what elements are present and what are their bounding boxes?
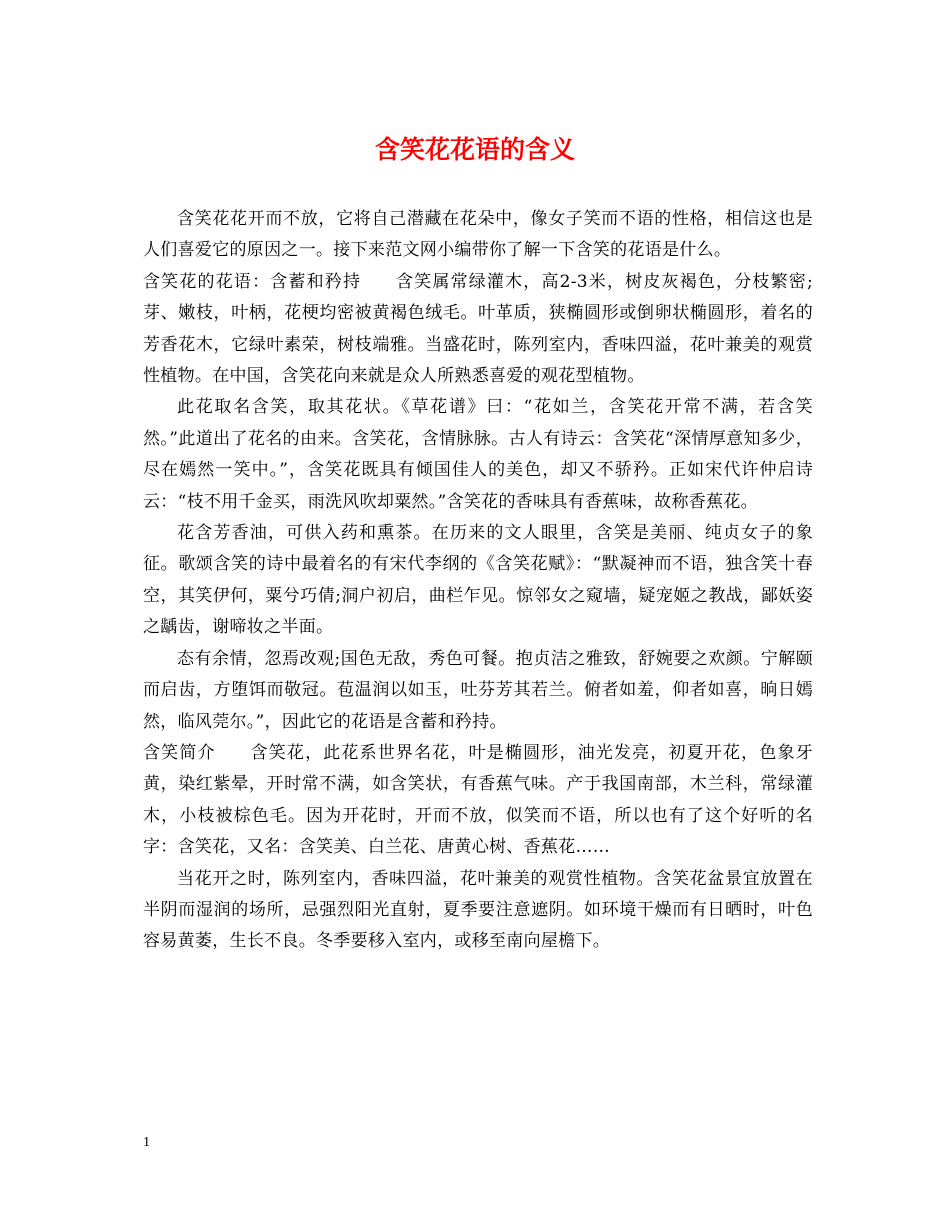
paragraph-text: 此花取名含笑，取其花状。《草花谱》曰：“花如兰，含笑花开常不满，若含笑然。”此道出了花名的由来。含笑花，含情脉脉。古人有诗云：含笑花“深情厚意知多少，尽在嫣然一笑中。”，含笑花既具有倾国佳人的美色，却又不骄矜。正如宋代许仲启诗云：“枝不用千金买，雨洗风吹却粟然。”含笑花的香味具有香蕉味，故称香蕉花。 xyxy=(143,397,813,512)
paragraph-3 xyxy=(143,392,813,518)
paragraph-5 xyxy=(143,644,813,738)
page-number: 1 xyxy=(143,1135,150,1150)
paragraph-text: 态有余情，忽焉改观;国色无敌，秀色可餐。抱贞洁之雅致，舒婉要之欢颜。宁解颐而启齿，方堕饵而敬冠。苞温润以如玉，吐芬芳其若兰。俯者如羞，仰者如喜，晌日嫣然，临风莞尔。”，因此它的花语是含蓄和矜持。 xyxy=(143,648,813,732)
paragraph-lead: 含笑花的花语：含蓄和矜持 xyxy=(143,271,362,292)
paragraph-text: 含笑花花开而不放，它将自己潜藏在花朵中，像女子笑而不语的性格，相信这也是人们喜爱它的原因之一。接下来范文网小编带你了解一下含笑的花语是什么。 xyxy=(143,209,813,261)
document-title: 含笑花花语的含义 xyxy=(374,135,575,164)
paragraph-2 xyxy=(143,267,813,393)
paragraph-text: 花含芳香油，可供入药和熏茶。在历来的文人眼里，含笑是美丽、纯贞女子的象征。歌颂含笑的诗中最着名的有宋代李纲的《含笑花赋》：“默凝神而不语，独含笑十春空，其笑伊何，粟兮巧倩;洞户初启，曲栏乍见。惊邻女之窥墙，疑宠姬之教战，鄙妖姿之龋齿，谢啼妆之半面。 xyxy=(143,523,813,638)
paragraph-text: 当花开之时，陈列室内，香味四溢，花叶兼美的观赏性植物。含笑花盆景宜放置在半阴而湿润的场所，忌强烈阳光直射，夏季要注意遮阴。如环境干燥而有日晒时，叶色容易黄萎，生长不良。冬季要移入室内，或移至南向屋檐下。 xyxy=(143,868,813,952)
paragraph-6 xyxy=(143,738,813,864)
paragraph-text: 含笑花，此花系世界名花，叶是椭圆形，油光发亮，初夏开花，色象牙黄，染红紫晕，开时常不满，如含笑状，有香蕉气味。产于我国南部，木兰科，常绿灌木，小枝被棕色毛。因为开花时，开而不放，似笑而不语，所以也有了这个好听的名字：含笑花，又名：含笑美、白兰花、唐黄心树、香蕉花…… xyxy=(143,742,813,858)
paragraph-lead: 含笑简介 xyxy=(143,742,216,763)
paragraph-text: 含笑属常绿灌木，高2-3米，树皮灰褐色，分枝繁密;芽、嫩枝，叶柄，花梗均密被黄褐色绒毛。叶革质，狭椭圆形或倒卵状椭圆形，着名的芳香花木，它绿叶素荣，树枝端雅。当盛花时，陈列室内，香味四溢，花叶兼美的观赏性植物。在中国，含笑花向来就是众人所熟悉喜爱的观花型植物。 xyxy=(143,271,813,387)
document-body xyxy=(143,204,813,958)
paragraph-4 xyxy=(143,518,813,644)
paragraph-7 xyxy=(143,864,813,958)
paragraph-1 xyxy=(143,204,813,267)
